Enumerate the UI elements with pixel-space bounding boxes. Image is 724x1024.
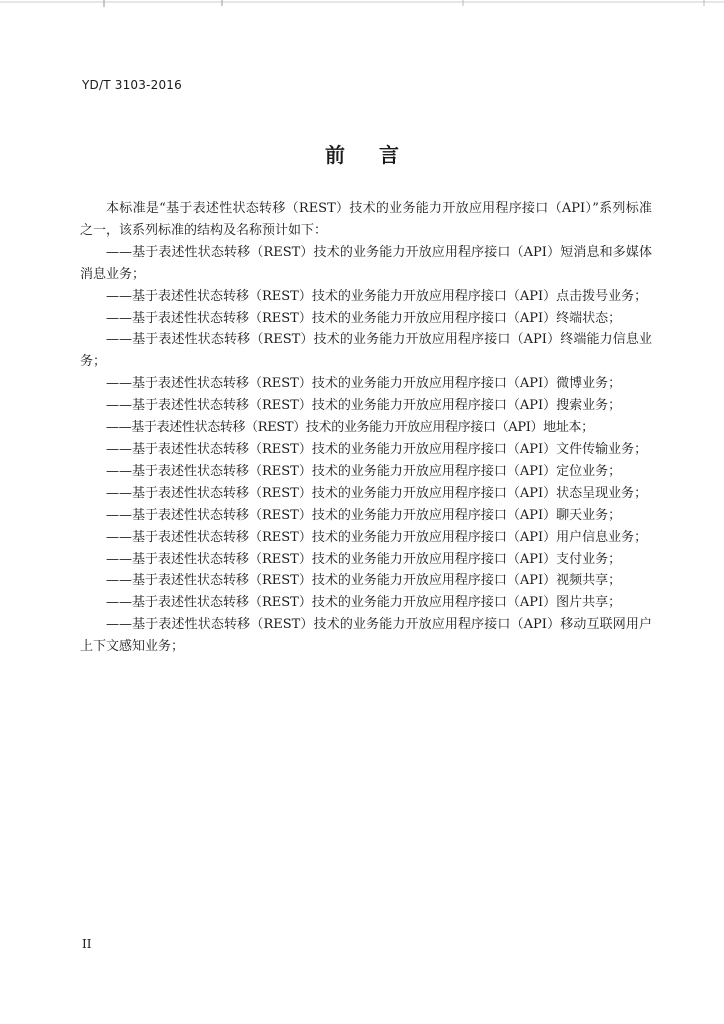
top-scan-border <box>0 0 724 8</box>
list-item: ——基于表述性状态转移（REST）技术的业务能力开放应用程序接口（API）短消息和多媒体消息业务； <box>80 244 652 282</box>
body-text <box>80 198 652 658</box>
list-item: ——基于表述性状态转移（REST）技术的业务能力开放应用程序接口（API）地址本； <box>106 420 594 436</box>
list-item: ——基于表述性状态转移（REST）技术的业务能力开放应用程序接口（API）视频共享； <box>106 573 622 589</box>
list-item: ——基于表述性状态转移（REST）技术的业务能力开放应用程序接口（API）支付业务； <box>106 551 622 567</box>
list-item: ——基于表述性状态转移（REST）技术的业务能力开放应用程序接口（API）点击拨号业务； <box>106 288 648 304</box>
list-item: ——基于表述性状态转移（REST）技术的业务能力开放应用程序接口（API）微博业务； <box>106 376 622 392</box>
list-item: ——基于表述性状态转移（REST）技术的业务能力开放应用程序接口（API）终端能力信息业务； <box>80 332 652 370</box>
list-item: ——基于表述性状态转移（REST）技术的业务能力开放应用程序接口（API）终端状态； <box>106 310 622 326</box>
list-item: ——基于表述性状态转移（REST）技术的业务能力开放应用程序接口（API）用户信息业务； <box>106 529 648 545</box>
document-code: YD/T 3103-2016 <box>82 78 182 92</box>
list-item: ——基于表述性状态转移（REST）技术的业务能力开放应用程序接口（API）文件传输业务； <box>106 441 648 457</box>
list-item: ——基于表述性状态转移（REST）技术的业务能力开放应用程序接口（API）移动互联网用户上下文感知业务； <box>80 617 652 655</box>
intro-paragraph: 本标准是“基于表述性状态转移（REST）技术的业务能力开放应用程序接口（API）”系列标准之一，该系列标准的结构及名称预计如下： <box>80 201 652 238</box>
page-number: II <box>82 937 92 951</box>
list-item: ——基于表述性状态转移（REST）技术的业务能力开放应用程序接口（API）状态呈现业务； <box>106 485 648 501</box>
list-item: ——基于表述性状态转移（REST）技术的业务能力开放应用程序接口（API）聊天业务； <box>106 507 622 523</box>
list-item: ——基于表述性状态转移（REST）技术的业务能力开放应用程序接口（API）搜索业务； <box>106 398 622 414</box>
page-title: 前言 <box>325 143 433 167</box>
list-item: ——基于表述性状态转移（REST）技术的业务能力开放应用程序接口（API）定位业务； <box>106 463 622 479</box>
list-item: ——基于表述性状态转移（REST）技术的业务能力开放应用程序接口（API）图片共享； <box>106 595 622 611</box>
